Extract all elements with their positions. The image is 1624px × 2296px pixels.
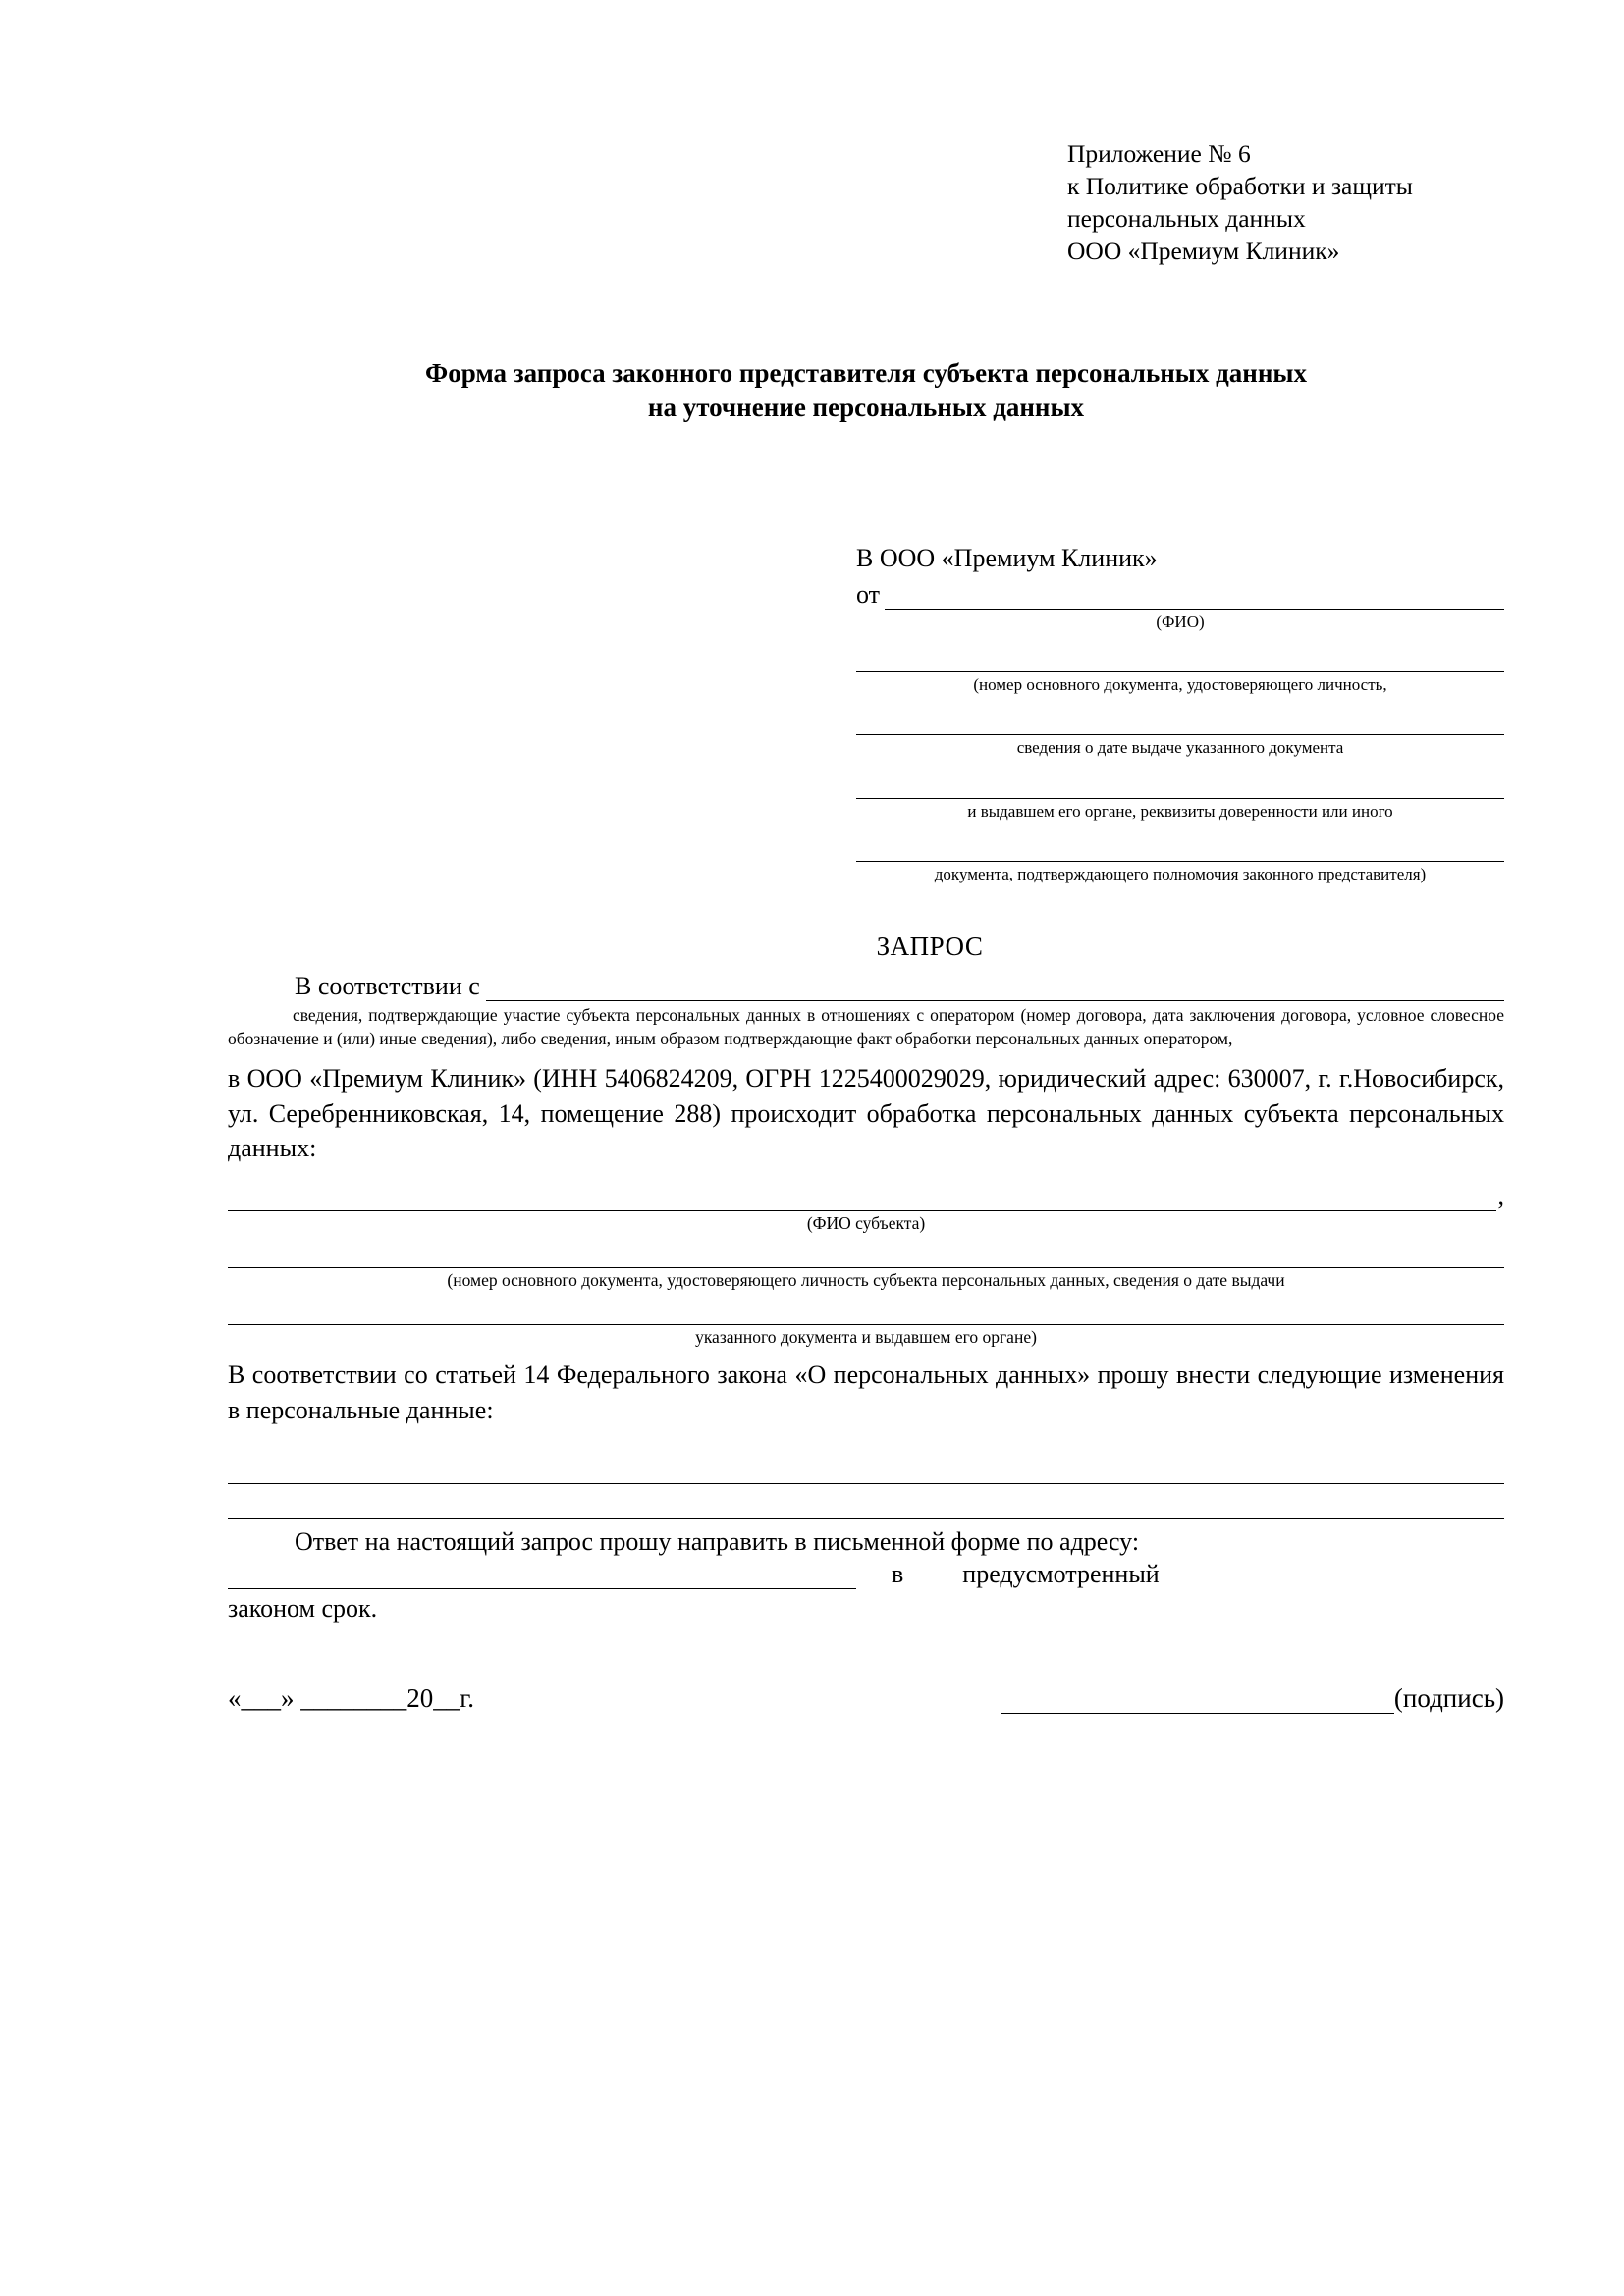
addressee-block bbox=[856, 544, 1504, 884]
changes-field-line-2[interactable] bbox=[228, 1484, 1504, 1519]
caption-doc-number: (номер основного документа, удостоверяющего личность, bbox=[973, 675, 1387, 695]
page-title bbox=[228, 356, 1504, 426]
answer-tail-1: в bbox=[892, 1559, 904, 1588]
answer-address-field[interactable] bbox=[228, 1563, 856, 1589]
article-paragraph: В соответствии со статьей 14 Федерального закона «О персональных данных» прошу внести следующие изменения в персональные данные: bbox=[228, 1361, 1504, 1425]
appendix-line-1: Приложение № 6 bbox=[1067, 139, 1251, 168]
caption-doc-organ: и выдавшем его органе, реквизиты доверенности или иного bbox=[967, 801, 1393, 821]
changes-field-line-1[interactable] bbox=[228, 1450, 1504, 1484]
addressee-organization: В ООО «Премиум Клиник» bbox=[856, 543, 1158, 572]
signature-field[interactable] bbox=[1001, 1689, 1394, 1714]
operator-paragraph: в ООО «Премиум Клиник» (ИНН 5406824209, ОГРН 1225400029029, юридический адрес: 630007, г. г.Новосибирск, ул. Серебренниковская, 14, помещение 288) происходит обработка персональных данных субъекта персональных данных: bbox=[228, 1063, 1504, 1163]
signature-row bbox=[228, 1683, 1504, 1714]
from-row bbox=[856, 580, 1504, 610]
in-accordance-label: В соответствии с bbox=[295, 972, 480, 1001]
appendix-line-4: ООО «Премиум Клиник» bbox=[1067, 237, 1340, 266]
doc-number-field[interactable] bbox=[856, 646, 1504, 672]
appendix-line-2: к Политике обработки и защиты bbox=[1067, 172, 1413, 201]
page-title-line-2: на уточнение персональных данных bbox=[647, 393, 1085, 423]
subject-doc-organ-field[interactable] bbox=[228, 1291, 1504, 1325]
caption-subject-doc-2: указанного документа и выдавшем его органе) bbox=[695, 1327, 1037, 1348]
subject-fio-field[interactable] bbox=[228, 1189, 1496, 1211]
doc-date-field[interactable] bbox=[856, 709, 1504, 735]
appendix-header bbox=[1067, 137, 1504, 268]
caption-doc-authority: документа, подтверждающего полномочия законного представителя) bbox=[934, 864, 1427, 883]
in-accordance-field[interactable] bbox=[486, 979, 1504, 1001]
caption-subject-doc: (номер основного документа, удостоверяющего личность субъекта персональных данных, сведения о дате выдачи bbox=[447, 1270, 1285, 1291]
from-label: от bbox=[856, 579, 881, 609]
answer-address-row bbox=[228, 1560, 1504, 1589]
subject-fio-block bbox=[228, 1182, 1504, 1234]
answer-tail-3: законом срок. bbox=[228, 1593, 378, 1623]
date-field[interactable]: «___» ________20__г. bbox=[228, 1682, 475, 1713]
answer-paragraph: Ответ на настоящий запрос прошу направить в письменной форме по адресу: bbox=[295, 1527, 1140, 1557]
comma-mark: , bbox=[1497, 1182, 1504, 1211]
in-accordance-row bbox=[228, 972, 1504, 1001]
request-heading: ЗАПРОС bbox=[876, 932, 984, 962]
document-body bbox=[228, 137, 1504, 1714]
appendix-line-3: персональных данных bbox=[1067, 204, 1306, 234]
signature-label: (подпись) bbox=[1393, 1682, 1504, 1713]
from-name-field[interactable] bbox=[885, 587, 1504, 610]
caption-fio: (ФИО) bbox=[1156, 612, 1205, 631]
request-note-text: сведения, подтверждающие участие субъекта персональных данных в отношениях с оператором (номер договора, дата заключения договора, условное словесное обозначение и (или) иные сведения), либо сведения, иным образом подтверждающие факт обработки персональных данных оператором, bbox=[228, 1005, 1504, 1048]
doc-authority-field[interactable] bbox=[856, 835, 1504, 862]
caption-doc-date: сведения о дате выдаче указанного документа bbox=[1016, 738, 1344, 758]
request-note bbox=[228, 1004, 1504, 1051]
page-title-line-1: Форма запроса законного представителя субъекта персональных данных bbox=[425, 357, 1307, 388]
subject-doc-field[interactable] bbox=[228, 1234, 1504, 1268]
caption-subject-fio: (ФИО субъекта) bbox=[806, 1213, 926, 1234]
answer-tail-2: предусмотренный bbox=[962, 1559, 1160, 1588]
doc-organ-field[interactable] bbox=[856, 773, 1504, 799]
